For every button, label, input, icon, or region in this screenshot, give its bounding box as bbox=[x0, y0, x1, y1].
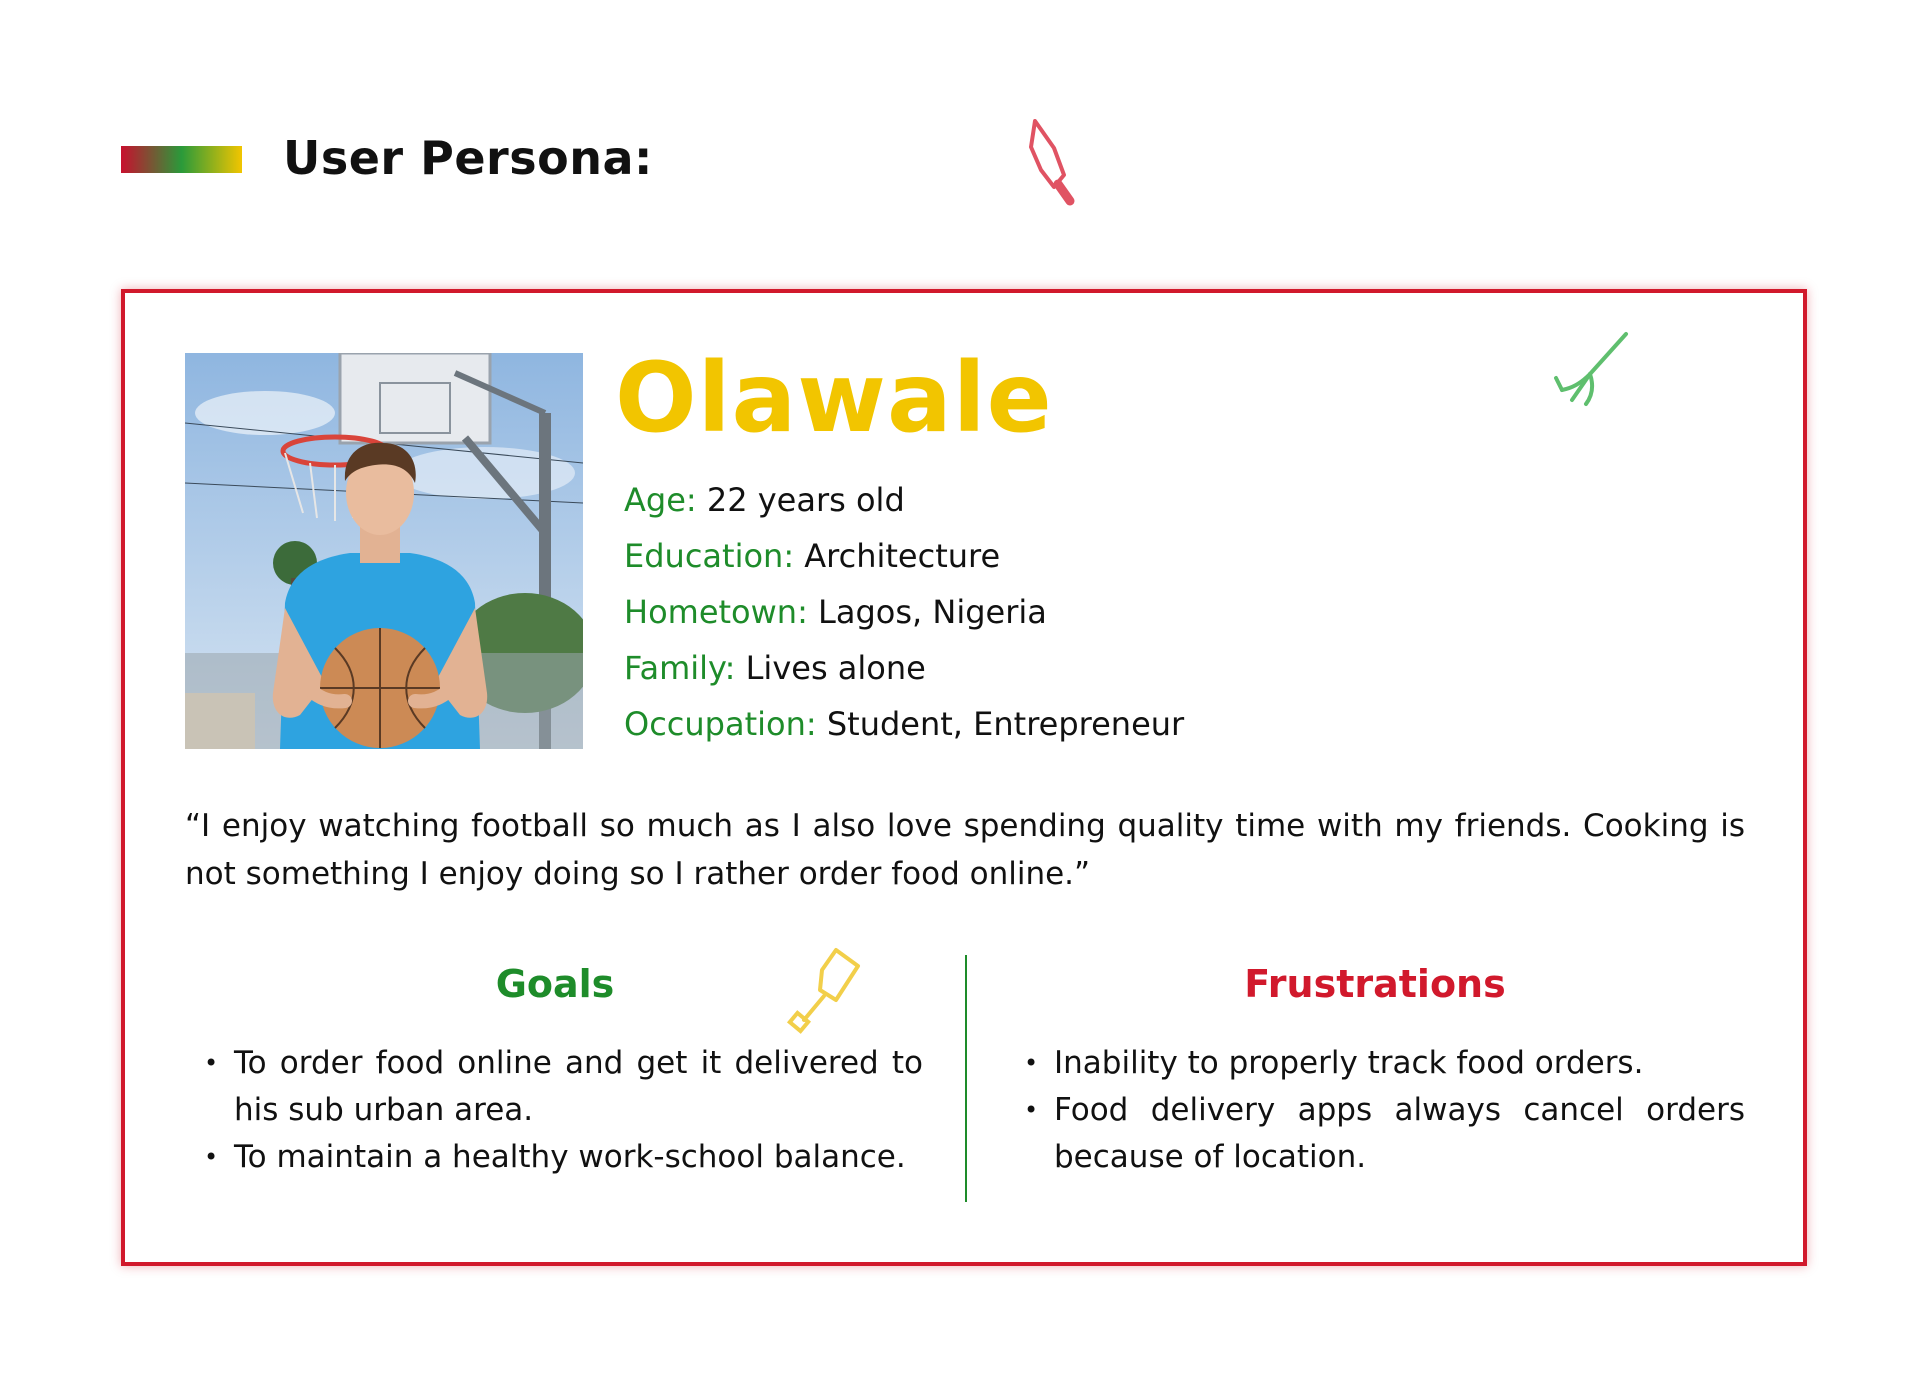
list-item bbox=[200, 1040, 923, 1134]
bullet-dot: • bbox=[204, 1143, 219, 1171]
attribute-label: Occupation: bbox=[624, 705, 817, 743]
list-item bbox=[200, 1134, 923, 1181]
frustrations-title: Frustrations bbox=[1244, 962, 1506, 1006]
attribute-value: Lagos, Nigeria bbox=[818, 593, 1047, 631]
attribute-label: Family: bbox=[624, 649, 736, 687]
attribute-value: Architecture bbox=[804, 537, 1001, 575]
persona-name: Olawale bbox=[615, 342, 1053, 454]
persona-photo bbox=[185, 353, 583, 749]
goals-title: Goals bbox=[495, 962, 615, 1006]
attribute-family bbox=[624, 640, 1184, 696]
attribute-value: 22 years old bbox=[706, 481, 905, 519]
attribute-value: Student, Entrepreneur bbox=[826, 705, 1185, 743]
knife-icon bbox=[1020, 115, 1090, 215]
section-divider bbox=[965, 955, 967, 1202]
attribute-label: Age: bbox=[624, 481, 697, 519]
persona-quote: “I enjoy watching football so much as I also love spending quality time with my friends. Cooking is not something I enjoy doing so I rather order food online.” bbox=[185, 808, 1745, 892]
bullet-dot: • bbox=[204, 1049, 219, 1077]
attribute-value: Lives alone bbox=[745, 649, 926, 687]
attribute-age bbox=[624, 472, 1184, 528]
bullet-dot: • bbox=[1024, 1096, 1039, 1124]
spatula-icon bbox=[784, 944, 864, 1036]
frustration-text: Food delivery apps always cancel orders because of location. bbox=[1054, 1092, 1745, 1175]
list-item bbox=[1020, 1087, 1745, 1181]
list-item bbox=[1020, 1040, 1745, 1087]
header-gradient-bar bbox=[121, 146, 242, 173]
persona-attributes bbox=[624, 472, 1184, 752]
frustration-text: Inability to properly track food orders. bbox=[1054, 1045, 1644, 1081]
fork-icon bbox=[1550, 328, 1640, 418]
bullet-dot: • bbox=[1024, 1049, 1039, 1077]
goals-list bbox=[200, 1040, 923, 1181]
attribute-label: Education: bbox=[624, 537, 795, 575]
frustrations-list bbox=[1020, 1040, 1745, 1181]
attribute-education bbox=[624, 528, 1184, 584]
goal-text: To order food online and get it delivered to his sub urban area. bbox=[234, 1045, 923, 1128]
attribute-label: Hometown: bbox=[624, 593, 808, 631]
attribute-occupation bbox=[624, 696, 1184, 752]
attribute-hometown bbox=[624, 584, 1184, 640]
page-title: User Persona: bbox=[283, 131, 653, 185]
goal-text: To maintain a healthy work-school balance. bbox=[234, 1139, 906, 1175]
